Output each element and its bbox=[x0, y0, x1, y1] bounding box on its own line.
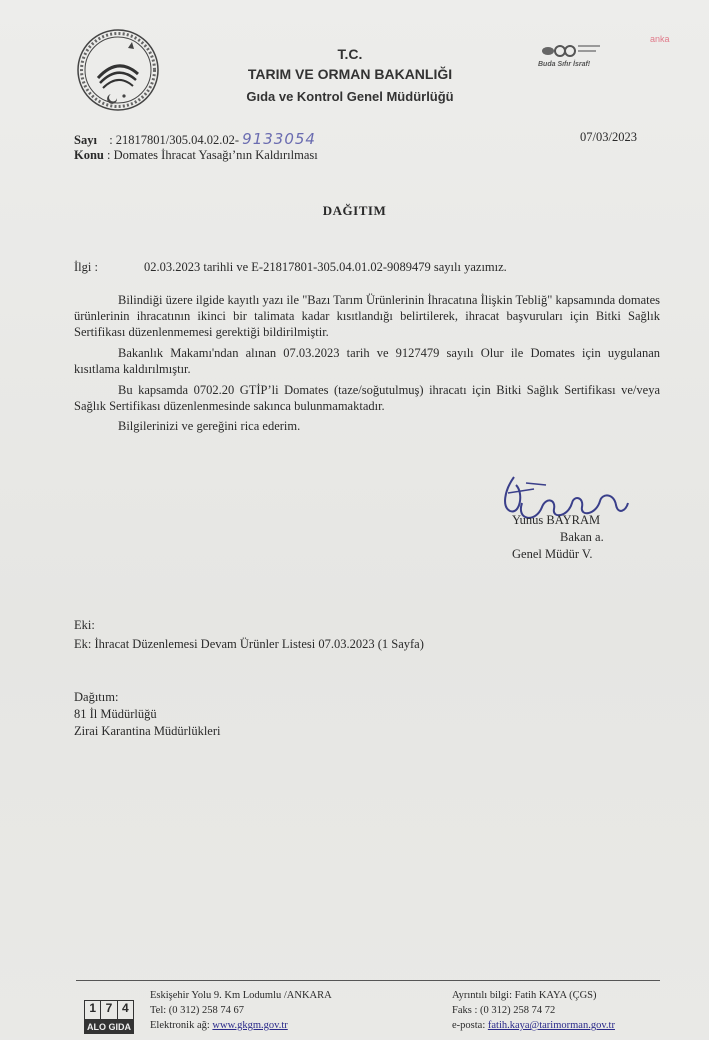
ilgi-label: İlgi : bbox=[74, 260, 98, 274]
alo-gida-hotline-badge bbox=[84, 1000, 134, 1040]
footer-email-link[interactable]: fatih.kaya@tarimorman.gov.tr bbox=[487, 1020, 615, 1031]
footer-address: Eskişehir Yolu 9. Km Lodumlu /ANKARA bbox=[150, 990, 332, 1001]
body-paragraph-1-text: Bilindiği üzere ilgide kayıtlı yazı ile "Bazı Tarım Ürünlerinin İhracatına İlişkin Tebliğ" kapsamında domates ürünlerinin ihracatının ikinci bir talimata kadar kısıtlandığı belirtilerek, ihracat başvuruları için Bitki Sağlık Sertifikası düzenlenmemesi gerektiği bildirilmiştir. bbox=[74, 293, 660, 339]
sayi-handwritten-number: 9133054 bbox=[242, 130, 316, 148]
konu-line bbox=[74, 148, 318, 163]
footer-fax: Faks : (0 312) 258 74 72 bbox=[452, 1005, 556, 1016]
sayi-value: : 21817801/305.04.02.02- bbox=[109, 133, 240, 147]
signer-name: Yunus BAYRAM bbox=[512, 513, 601, 527]
signer-title-2: Genel Müdür V. bbox=[512, 547, 593, 561]
header-ministry: TARIM VE ORMAN BAKANLIĞI bbox=[247, 66, 453, 82]
dagitim-item: Zirai Karantina Müdürlükleri bbox=[74, 724, 221, 738]
document-title: DAĞITIM bbox=[322, 203, 387, 218]
header-tc: T.C. bbox=[337, 46, 363, 62]
hotline-digit: 1 bbox=[85, 1001, 101, 1019]
footer-web-link[interactable]: www.gkgm.gov.tr bbox=[212, 1020, 288, 1031]
signer-title-1: Bakan a. bbox=[560, 530, 604, 544]
body-paragraph-2 bbox=[74, 345, 660, 377]
hotline-caption: ALO GIDA bbox=[84, 1020, 134, 1034]
ilgi-line bbox=[74, 260, 507, 275]
hotline-digit: 4 bbox=[121, 1001, 129, 1015]
footer-email-line bbox=[452, 1020, 615, 1031]
body-paragraph-4 bbox=[74, 418, 660, 434]
footer-divider bbox=[76, 980, 660, 981]
header-directorate: Gıda ve Kontrol Genel Müdürlüğü bbox=[246, 89, 454, 104]
footer-email-label: e-posta: bbox=[452, 1020, 488, 1031]
body-paragraph-2-text: Bakanlık Makamı'ndan alınan 07.03.2023 tarih ve 9127479 sayılı Olur ile Domates için uygulanan kısıtlama kaldırılmıştır. bbox=[74, 346, 660, 376]
document-date: 07/03/2023 bbox=[580, 130, 637, 144]
konu-value: : Domates İhracat Yasağı’nın Kaldırılması bbox=[107, 148, 318, 162]
zero-waste-slogan: Buda Sıfır İsraf! bbox=[538, 61, 591, 68]
footer-contact: Ayrıntılı bilgi: Fatih KAYA (ÇGS) bbox=[452, 990, 597, 1001]
body-paragraph-1 bbox=[74, 292, 660, 340]
footer-web-line bbox=[150, 1020, 288, 1031]
body-paragraph-3-text: Bu kapsamda 0702.20 GTİP’li Domates (taze/soğutulmuş) ihracatı için Bitki Sağlık Sertifikası ve/veya Sağlık Sertifikası düzenlenmesinde sakınca bulunmamaktadır. bbox=[74, 383, 660, 413]
sayi-line bbox=[74, 130, 316, 148]
dagitim-item: 81 İl Müdürlüğü bbox=[74, 707, 157, 721]
ek-label: Eki: bbox=[74, 618, 95, 632]
hotline-digit: 7 bbox=[101, 1001, 117, 1019]
ministry-seal-icon bbox=[76, 28, 160, 112]
konu-label: Konu bbox=[74, 148, 104, 162]
watermark-text: anka bbox=[650, 34, 670, 44]
ek-item: Ek: İhracat Düzenlemesi Devam Ürünler Listesi 07.03.2023 (1 Sayfa) bbox=[74, 637, 424, 651]
footer-tel: Tel: (0 312) 258 74 67 bbox=[150, 1005, 245, 1016]
ilgi-value: 02.03.2023 tarihli ve E-21817801-305.04.01.02-9089479 sayılı yazımız. bbox=[144, 260, 507, 274]
body-paragraph-3 bbox=[74, 382, 660, 414]
footer-web-label: Elektronik ağ: bbox=[150, 1020, 213, 1031]
sayi-label: Sayı bbox=[74, 133, 97, 147]
dagitim-label: Dağıtım: bbox=[74, 690, 119, 704]
body-paragraph-4-text: Bilgilerinizi ve gereğini rica ederim. bbox=[118, 419, 301, 433]
